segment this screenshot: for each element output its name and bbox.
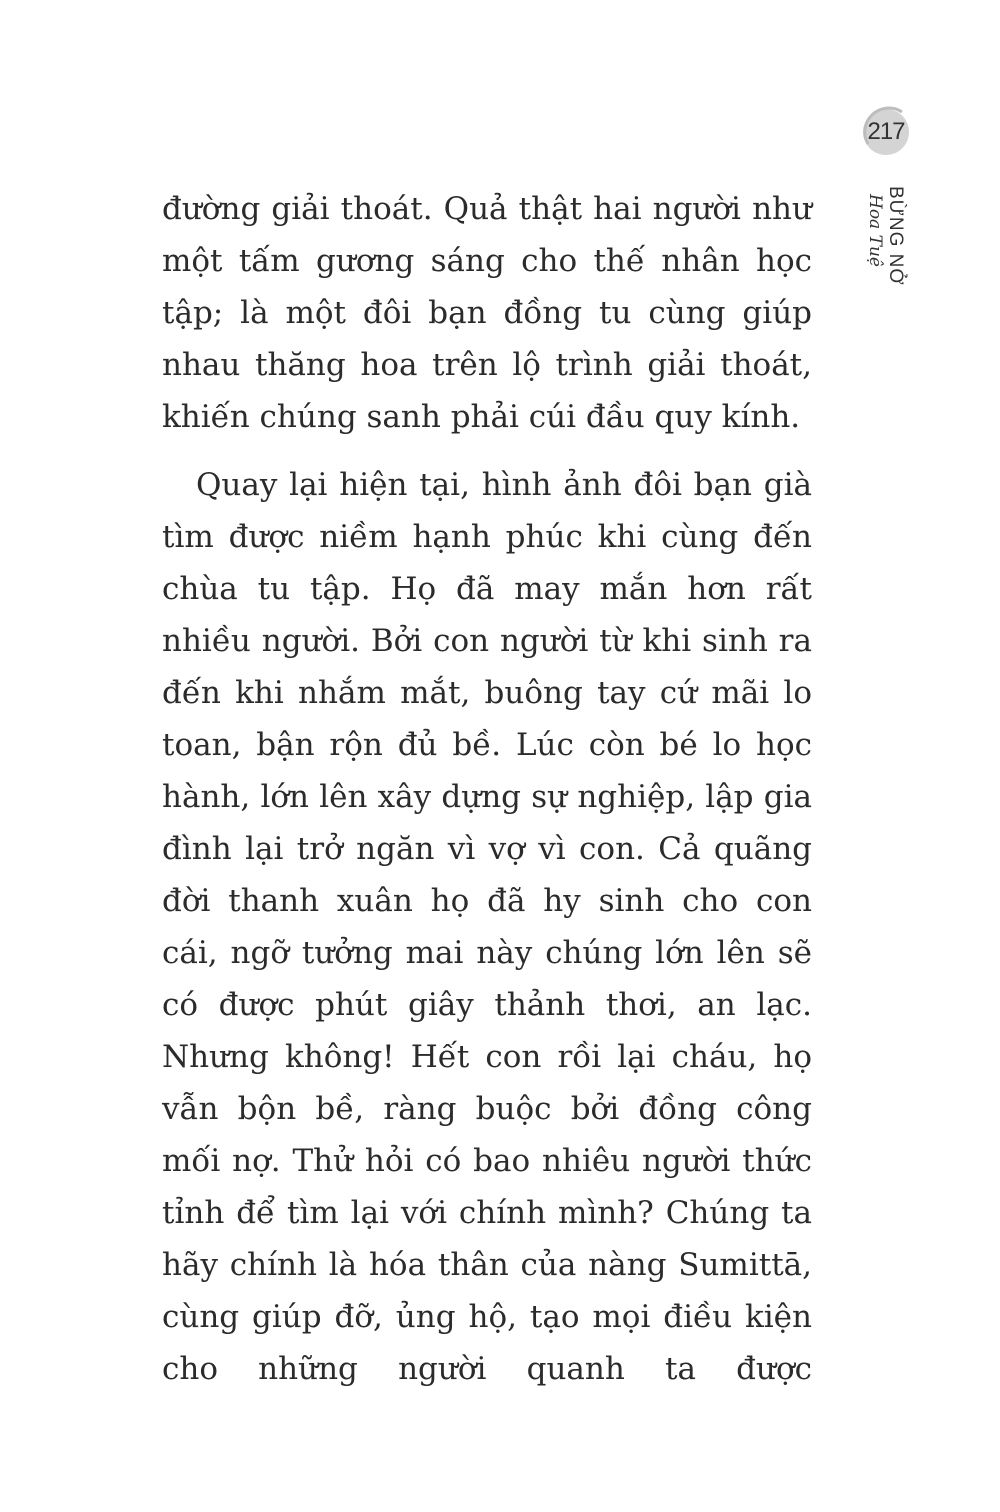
paragraph-1: đường giải thoát. Quả thật hai người như một tấm gương sáng cho thế nhân học tập; là một đôi bạn đồng tu cùng giúp nhau thăng hoa trên lộ trình giải thoát, khiến chúng sanh phải cúi đầu quy kính.	[162, 191, 812, 435]
running-title-script: Hoa Tuệ	[865, 194, 885, 267]
paragraph-2: Quay lại hiện tại, hình ảnh đôi bạn già tìm được niềm hạnh phúc khi cùng đến chùa tu tập. Họ đã may mắn hơn rất nhiều người. Bởi con người từ khi sinh ra đến khi nhắm mắt, buông tay cứ mãi lo toan, bận rộn đủ bề. Lúc còn bé lo học hành, lớn lên xây dựng sự nghiệp, lập gia đình lại trở ngăn vì vợ vì con. Cả quãng đời thanh xuân họ đã hy sinh cho con cái, ngỡ tưởng mai này chúng lớn lên sẽ có được phút giây thảnh thơi, an lạc. Nhưng không! Hết con rồi lại cháu, họ vẫn bộn bề, ràng buộc bởi đồng công mối nợ. Thử hỏi có bao nhiêu người thức tỉnh để tìm lại với chính mình? Chúng ta hãy chính là hóa thân của nàng Sumittā, cùng giúp đỡ, ủng hộ, tạo mọi điều kiện cho những người quanh ta được	[162, 467, 812, 1387]
running-title	[866, 186, 926, 296]
page-number-text: 217	[867, 118, 905, 145]
running-title-main: BỪNG NỞ	[885, 186, 906, 286]
page-number	[858, 104, 914, 160]
body-text	[162, 183, 812, 1395]
